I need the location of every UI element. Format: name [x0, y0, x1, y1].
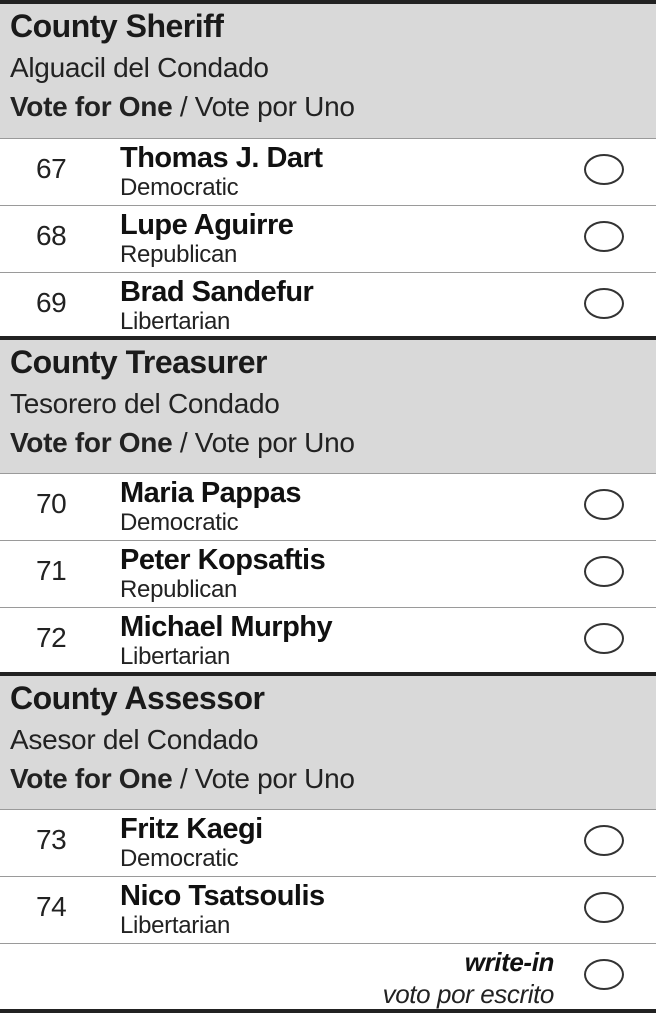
- vote-instruction: [10, 88, 355, 126]
- contest-title: County Assessor: [10, 680, 265, 716]
- candidate-name: Lupe Aguirre: [120, 209, 294, 241]
- candidate-row[interactable]: [0, 607, 656, 674]
- writein-row[interactable]: [0, 943, 656, 1010]
- vote-instruction-en: Vote for One: [10, 763, 173, 794]
- vote-instruction-es: / Vote por Uno: [172, 763, 355, 794]
- vote-oval[interactable]: [584, 556, 624, 587]
- vote-instruction-en: Vote for One: [10, 91, 173, 122]
- candidate-party: Democratic: [120, 174, 239, 201]
- contest-county-assessor: [0, 672, 656, 1010]
- candidate-number: 69: [36, 287, 67, 318]
- candidate-number: 71: [36, 555, 67, 586]
- candidate-name: Thomas J. Dart: [120, 142, 323, 174]
- contest-county-sheriff: [0, 0, 656, 339]
- vote-instruction: [10, 424, 355, 462]
- candidate-name: Fritz Kaegi: [120, 813, 263, 845]
- candidate-number: 73: [36, 824, 67, 855]
- candidate-row[interactable]: [0, 809, 656, 876]
- candidate-row[interactable]: [0, 272, 656, 339]
- vote-oval[interactable]: [584, 288, 624, 319]
- candidate-party: Libertarian: [120, 643, 231, 670]
- candidate-name: Maria Pappas: [120, 477, 301, 509]
- vote-oval[interactable]: [584, 489, 624, 520]
- contest-header: [0, 672, 656, 809]
- candidate-number: 74: [36, 891, 67, 922]
- vote-instruction-en: Vote for One: [10, 427, 173, 458]
- candidate-name: Peter Kopsaftis: [120, 544, 326, 576]
- writein-label: write-in: [464, 947, 554, 977]
- vote-instruction-es: / Vote por Uno: [172, 91, 355, 122]
- vote-oval[interactable]: [584, 221, 624, 252]
- candidate-party: Libertarian: [120, 912, 231, 939]
- candidate-party: Libertarian: [120, 308, 231, 335]
- vote-instruction: [10, 760, 355, 798]
- candidate-party: Republican: [120, 241, 238, 268]
- vote-oval[interactable]: [584, 154, 624, 185]
- candidate-number: 72: [36, 622, 67, 653]
- contest-header: [0, 336, 656, 473]
- contest-subtitle: Tesorero del Condado: [10, 388, 280, 419]
- vote-oval[interactable]: [584, 623, 624, 654]
- contest-subtitle: Asesor del Condado: [10, 724, 259, 755]
- vote-oval[interactable]: [584, 892, 624, 923]
- candidate-number: 68: [36, 220, 67, 251]
- vote-oval[interactable]: [584, 825, 624, 856]
- candidate-name: Brad Sandefur: [120, 276, 314, 308]
- candidate-row[interactable]: [0, 473, 656, 540]
- vote-oval[interactable]: [584, 959, 624, 990]
- candidate-row[interactable]: [0, 540, 656, 607]
- contest-header: [0, 0, 656, 138]
- candidate-row[interactable]: [0, 876, 656, 943]
- candidate-party: Democratic: [120, 509, 239, 536]
- contest-county-treasurer: [0, 336, 656, 674]
- candidate-name: Michael Murphy: [120, 611, 333, 643]
- contest-title: County Sheriff: [10, 8, 224, 44]
- writein-label-es: voto por escrito: [382, 979, 554, 1009]
- candidate-party: Democratic: [120, 845, 239, 872]
- candidate-number: 67: [36, 153, 67, 184]
- candidate-number: 70: [36, 488, 67, 519]
- bottom-rule: [0, 1009, 656, 1013]
- candidate-name: Nico Tsatsoulis: [120, 880, 325, 912]
- candidate-row[interactable]: [0, 138, 656, 205]
- contest-title: County Treasurer: [10, 344, 267, 380]
- vote-instruction-es: / Vote por Uno: [172, 427, 355, 458]
- candidate-row[interactable]: [0, 205, 656, 272]
- candidate-party: Republican: [120, 576, 238, 603]
- contest-subtitle: Alguacil del Condado: [10, 52, 269, 83]
